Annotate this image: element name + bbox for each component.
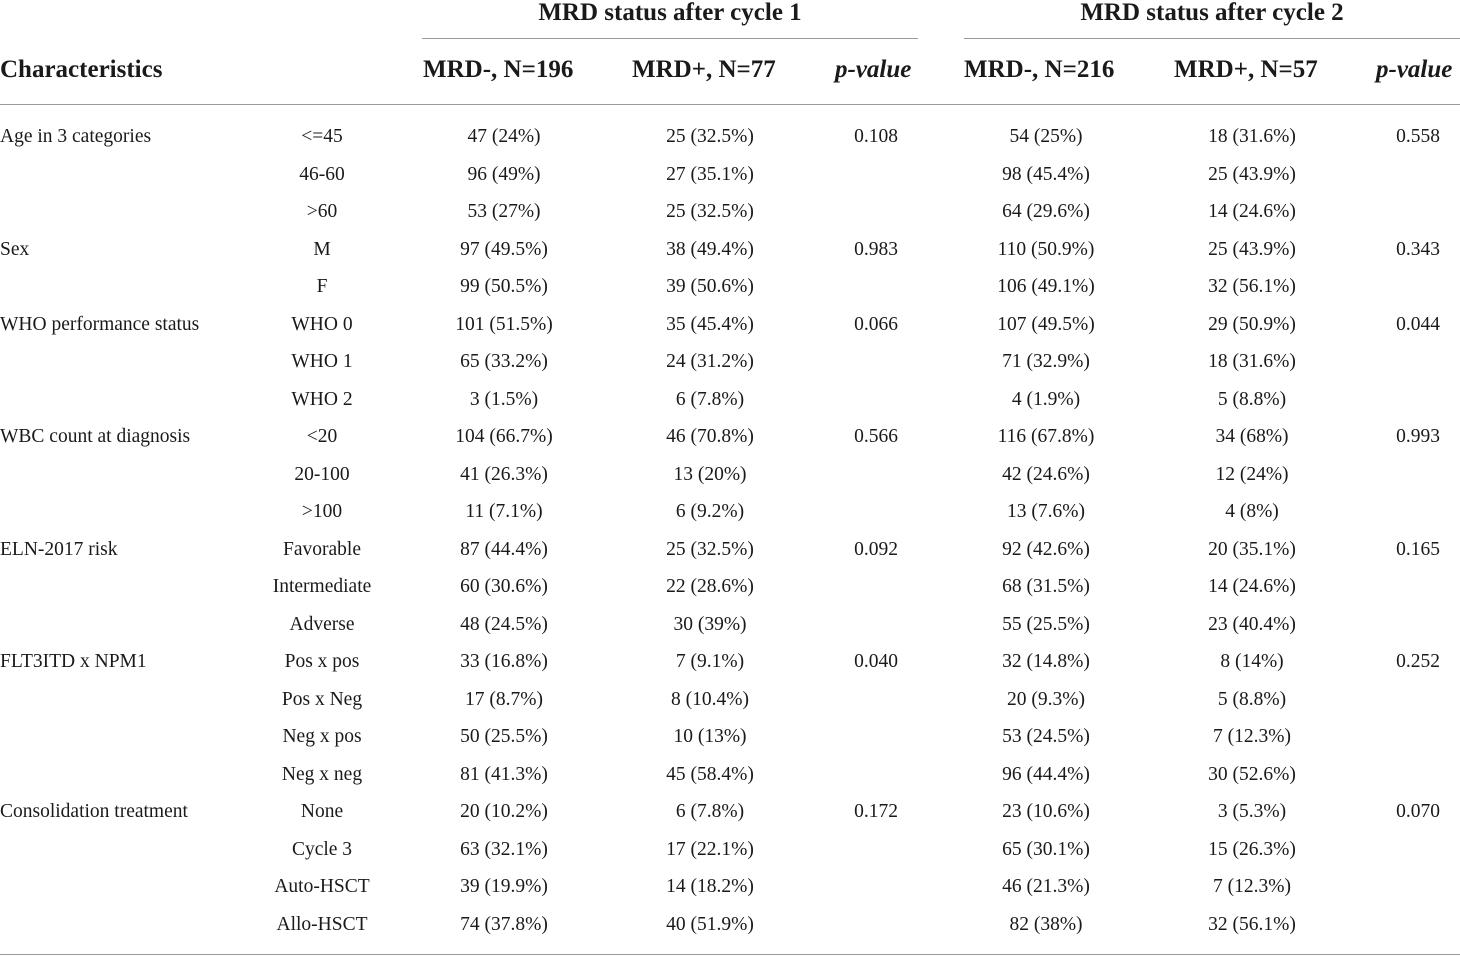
characteristic-cell: ELN-2017 risk xyxy=(0,538,118,560)
mrd-neg-cycle-2-cell: 96 (44.4%) xyxy=(1002,763,1090,785)
mrd-neg-cycle-2-cell: 92 (42.6%) xyxy=(1002,538,1090,560)
mrd-pos-cycle-2-cell: 20 (35.1%) xyxy=(1208,538,1296,560)
table-row xyxy=(0,456,1460,494)
mrd-neg-cycle-1-cell: 104 (66.7%) xyxy=(455,426,553,447)
mrd-neg-cycle-2-cell: 64 (29.6%) xyxy=(1002,201,1090,222)
pvalue-cycle-1-cell: 0.092 xyxy=(854,538,898,560)
mrd-neg-cycle-1-cell: 101 (51.5%) xyxy=(455,313,553,335)
pvalue-cycle-1-cell: 0.172 xyxy=(854,801,898,822)
mrd-pos-cycle-1-cell: 27 (35.1%) xyxy=(666,163,754,185)
mrd-pos-cycle-2-cell: 15 (26.3%) xyxy=(1208,838,1296,860)
mrd-neg-cycle-2-cell: 106 (49.1%) xyxy=(997,276,1095,297)
mrd-pos-cycle-2-cell: 3 (5.3%) xyxy=(1217,801,1287,822)
category-cell: F xyxy=(316,276,328,297)
mrd-neg-cycle-1-cell: 87 (44.4%) xyxy=(460,538,548,560)
pvalue-cycle-2-cell: 0.993 xyxy=(1396,426,1440,447)
mrd-pos-cycle-1-cell: 10 (13%) xyxy=(673,726,747,747)
table-row xyxy=(0,756,1460,794)
mrd-neg-cycle-2-cell: 20 (9.3%) xyxy=(1007,688,1085,710)
mrd-pos-cycle-1-cell: 6 (7.8%) xyxy=(675,388,745,410)
mrd-neg-cycle-1-cell: 63 (32.1%) xyxy=(460,838,548,860)
mrd-neg-cycle-1-cell: 20 (10.2%) xyxy=(460,801,548,822)
mrd-pos-cycle-2-cell: 14 (24.6%) xyxy=(1208,201,1296,222)
mrd-pos-cycle-1-cell: 40 (51.9%) xyxy=(666,913,754,935)
table-row xyxy=(0,831,1460,869)
table-row xyxy=(0,231,1460,269)
pvalue-cycle-1-cell: 0.566 xyxy=(854,426,898,447)
characteristic-cell: Sex xyxy=(0,238,30,260)
pvalue-cycle-2-cell: 0.252 xyxy=(1396,651,1440,672)
mrd-neg-cycle-2-cell: 32 (14.8%) xyxy=(1002,651,1090,672)
mrd-pos-cycle-1-cell: 38 (49.4%) xyxy=(666,238,754,260)
pvalue-cycle-1-cell: 0.983 xyxy=(854,238,898,260)
table-row xyxy=(0,718,1460,756)
mrd-pos-cycle-2-cell: 4 (8%) xyxy=(1225,501,1279,522)
mrd-pos-cycle-2-cell: 8 (14%) xyxy=(1220,651,1284,672)
mrd-pos-cycle-2-cell: 12 (24%) xyxy=(1215,463,1289,485)
mrd-pos-cycle-1-cell: 17 (22.1%) xyxy=(666,838,754,860)
mrd-neg-cycle-1-cell: 11 (7.1%) xyxy=(465,501,543,522)
mrd-pos-cycle-2-cell: 5 (8.8%) xyxy=(1217,688,1287,710)
mrd-neg-cycle-1-cell: 81 (41.3%) xyxy=(460,763,548,785)
table-row xyxy=(0,906,1460,944)
category-cell: Favorable xyxy=(283,538,361,560)
mrd-pos-cycle-1-cell: 13 (20%) xyxy=(673,463,747,485)
mrd-neg-cycle-1-cell: 53 (27%) xyxy=(467,201,541,222)
pvalue-cycle-1-cell: 0.108 xyxy=(854,126,898,147)
mrd-neg-cycle-1-cell: 60 (30.6%) xyxy=(460,576,548,597)
column-header-mrd-pos-cycle-1: MRD+, N=77 xyxy=(632,56,776,83)
category-cell: Adverse xyxy=(289,613,355,635)
mrd-neg-cycle-2-cell: 13 (7.6%) xyxy=(1007,501,1085,522)
mrd-pos-cycle-2-cell: 34 (68%) xyxy=(1215,426,1289,447)
table-body xyxy=(0,118,1460,943)
mrd-neg-cycle-2-cell: 23 (10.6%) xyxy=(1002,801,1090,822)
mrd-neg-cycle-2-cell: 82 (38%) xyxy=(1009,913,1083,935)
characteristic-cell: FLT3ITD x NPM1 xyxy=(0,651,147,672)
category-cell: Intermediate xyxy=(272,576,372,597)
mrd-neg-cycle-2-cell: 42 (24.6%) xyxy=(1002,463,1090,485)
mrd-pos-cycle-1-cell: 35 (45.4%) xyxy=(666,313,754,335)
category-cell: <20 xyxy=(306,426,338,447)
mrd-neg-cycle-1-cell: 74 (37.8%) xyxy=(460,913,548,935)
mrd-neg-cycle-1-cell: 50 (25.5%) xyxy=(460,726,548,747)
pvalue-cycle-2-cell: 0.044 xyxy=(1396,313,1440,335)
mrd-pos-cycle-2-cell: 25 (43.9%) xyxy=(1208,163,1296,185)
table-row xyxy=(0,868,1460,906)
mrd-pos-cycle-1-cell: 6 (7.8%) xyxy=(675,801,745,822)
mrd-pos-cycle-2-cell: 18 (31.6%) xyxy=(1208,351,1296,372)
column-header-mrd-neg-cycle-2: MRD-, N=216 xyxy=(964,56,1115,83)
category-cell: >60 xyxy=(306,201,338,222)
mrd-pos-cycle-2-cell: 32 (56.1%) xyxy=(1208,913,1296,935)
table-row xyxy=(0,306,1460,344)
table-bottom-divider xyxy=(0,954,1460,955)
mrd-neg-cycle-1-cell: 99 (50.5%) xyxy=(460,276,548,297)
table-row xyxy=(0,118,1460,156)
mrd-pos-cycle-2-cell: 18 (31.6%) xyxy=(1208,126,1296,147)
category-cell: Neg x pos xyxy=(282,726,362,747)
category-cell: <=45 xyxy=(301,126,343,147)
mrd-pos-cycle-1-cell: 8 (10.4%) xyxy=(671,688,749,710)
table-row xyxy=(0,681,1460,719)
table-row xyxy=(0,343,1460,381)
table-row xyxy=(0,606,1460,644)
category-cell: >100 xyxy=(301,501,343,522)
mrd-neg-cycle-2-cell: 65 (30.1%) xyxy=(1002,838,1090,860)
category-cell: 46-60 xyxy=(299,163,345,185)
category-cell: Pos x pos xyxy=(284,651,360,672)
pvalue-cycle-2-cell: 0.558 xyxy=(1396,126,1440,147)
category-cell: Pos x Neg xyxy=(281,688,363,710)
mrd-pos-cycle-1-cell: 22 (28.6%) xyxy=(666,576,754,597)
mrd-neg-cycle-2-cell: 68 (31.5%) xyxy=(1002,576,1090,597)
group-header-cycle-2: MRD status after cycle 2 xyxy=(1080,0,1344,26)
mrd-neg-cycle-2-cell: 71 (32.9%) xyxy=(1002,351,1090,372)
mrd-pos-cycle-2-cell: 23 (40.4%) xyxy=(1208,613,1296,635)
column-header-mrd-neg-cycle-1: MRD-, N=196 xyxy=(423,56,574,83)
mrd-neg-cycle-1-cell: 65 (33.2%) xyxy=(460,351,548,372)
category-cell: WHO 0 xyxy=(291,313,353,335)
mrd-neg-cycle-1-cell: 17 (8.7%) xyxy=(465,688,543,710)
mrd-neg-cycle-2-cell: 116 (67.8%) xyxy=(997,426,1095,447)
table-row xyxy=(0,493,1460,531)
mrd-neg-cycle-1-cell: 96 (49%) xyxy=(467,163,541,185)
mrd-pos-cycle-1-cell: 24 (31.2%) xyxy=(666,351,754,372)
category-cell: Auto-HSCT xyxy=(274,876,370,897)
pvalue-cycle-2-cell: 0.165 xyxy=(1396,538,1440,560)
mrd-pos-cycle-2-cell: 30 (52.6%) xyxy=(1208,763,1296,785)
mrd-neg-cycle-1-cell: 97 (49.5%) xyxy=(460,238,548,260)
column-header-characteristics: Characteristics xyxy=(0,56,163,83)
characteristic-cell: Age in 3 categories xyxy=(0,126,152,147)
mrd-pos-cycle-2-cell: 25 (43.9%) xyxy=(1208,238,1296,260)
mrd-pos-cycle-2-cell: 29 (50.9%) xyxy=(1208,313,1296,335)
category-cell: Neg x neg xyxy=(281,763,363,785)
characteristic-cell: Consolidation treatment xyxy=(0,801,188,822)
mrd-neg-cycle-2-cell: 107 (49.5%) xyxy=(997,313,1095,335)
mrd-pos-cycle-1-cell: 25 (32.5%) xyxy=(666,538,754,560)
pvalue-cycle-2-cell: 0.343 xyxy=(1396,238,1440,260)
mrd-pos-cycle-1-cell: 46 (70.8%) xyxy=(666,426,754,447)
table-row xyxy=(0,568,1460,606)
mrd-pos-cycle-1-cell: 14 (18.2%) xyxy=(666,876,754,897)
category-cell: Cycle 3 xyxy=(291,838,353,860)
table-row xyxy=(0,193,1460,231)
mrd-pos-cycle-1-cell: 30 (39%) xyxy=(673,613,747,635)
table-row xyxy=(0,381,1460,419)
mrd-pos-cycle-1-cell: 39 (50.6%) xyxy=(666,276,754,297)
table-row xyxy=(0,793,1460,831)
group-divider-cycle-2 xyxy=(964,38,1460,39)
category-cell: None xyxy=(300,801,344,822)
mrd-neg-cycle-1-cell: 33 (16.8%) xyxy=(460,651,548,672)
table-row xyxy=(0,418,1460,456)
mrd-neg-cycle-1-cell: 47 (24%) xyxy=(467,126,541,147)
pvalue-cycle-1-cell: 0.040 xyxy=(854,651,898,672)
mrd-pos-cycle-1-cell: 25 (32.5%) xyxy=(666,201,754,222)
mrd-neg-cycle-2-cell: 98 (45.4%) xyxy=(1002,163,1090,185)
mrd-neg-cycle-2-cell: 46 (21.3%) xyxy=(1002,876,1090,897)
pvalue-cycle-1-cell: 0.066 xyxy=(854,313,898,335)
mrd-neg-cycle-1-cell: 3 (1.5%) xyxy=(469,388,539,410)
column-header-pvalue-cycle-2: p-value xyxy=(1376,56,1453,83)
category-cell: WHO 2 xyxy=(291,388,353,410)
group-header-cycle-1: MRD status after cycle 1 xyxy=(538,0,802,26)
mrd-pos-cycle-1-cell: 7 (9.1%) xyxy=(675,651,745,672)
mrd-neg-cycle-2-cell: 110 (50.9%) xyxy=(997,238,1095,260)
mrd-neg-cycle-2-cell: 4 (1.9%) xyxy=(1011,388,1081,410)
mrd-neg-cycle-2-cell: 54 (25%) xyxy=(1009,126,1083,147)
mrd-neg-cycle-1-cell: 41 (26.3%) xyxy=(460,463,548,485)
table-row xyxy=(0,643,1460,681)
header-divider xyxy=(0,104,1460,105)
mrd-pos-cycle-1-cell: 45 (58.4%) xyxy=(666,763,754,785)
mrd-neg-cycle-2-cell: 53 (24.5%) xyxy=(1002,726,1090,747)
mrd-pos-cycle-2-cell: 14 (24.6%) xyxy=(1208,576,1296,597)
characteristic-cell: WBC count at diagnosis xyxy=(0,426,191,447)
group-divider-cycle-1 xyxy=(422,38,918,39)
mrd-neg-cycle-1-cell: 39 (19.9%) xyxy=(460,876,548,897)
mrd-neg-cycle-1-cell: 48 (24.5%) xyxy=(460,613,548,635)
mrd-pos-cycle-2-cell: 7 (12.3%) xyxy=(1213,726,1291,747)
mrd-pos-cycle-2-cell: 32 (56.1%) xyxy=(1208,276,1296,297)
category-cell: Allo-HSCT xyxy=(276,913,368,935)
column-header-mrd-pos-cycle-2: MRD+, N=57 xyxy=(1174,56,1318,83)
category-cell: M xyxy=(313,238,331,260)
mrd-neg-cycle-2-cell: 55 (25.5%) xyxy=(1002,613,1090,635)
table-row xyxy=(0,268,1460,306)
characteristic-cell: WHO performance status xyxy=(0,313,200,335)
mrd-pos-cycle-2-cell: 5 (8.8%) xyxy=(1217,388,1287,410)
category-cell: 20-100 xyxy=(294,463,350,485)
column-header-pvalue-cycle-1: p-value xyxy=(835,56,912,83)
category-cell: WHO 1 xyxy=(291,351,353,372)
mrd-pos-cycle-1-cell: 6 (9.2%) xyxy=(675,501,745,522)
mrd-pos-cycle-2-cell: 7 (12.3%) xyxy=(1213,876,1291,897)
table-row xyxy=(0,531,1460,569)
pvalue-cycle-2-cell: 0.070 xyxy=(1396,801,1440,822)
mrd-pos-cycle-1-cell: 25 (32.5%) xyxy=(666,126,754,147)
table-row xyxy=(0,156,1460,194)
